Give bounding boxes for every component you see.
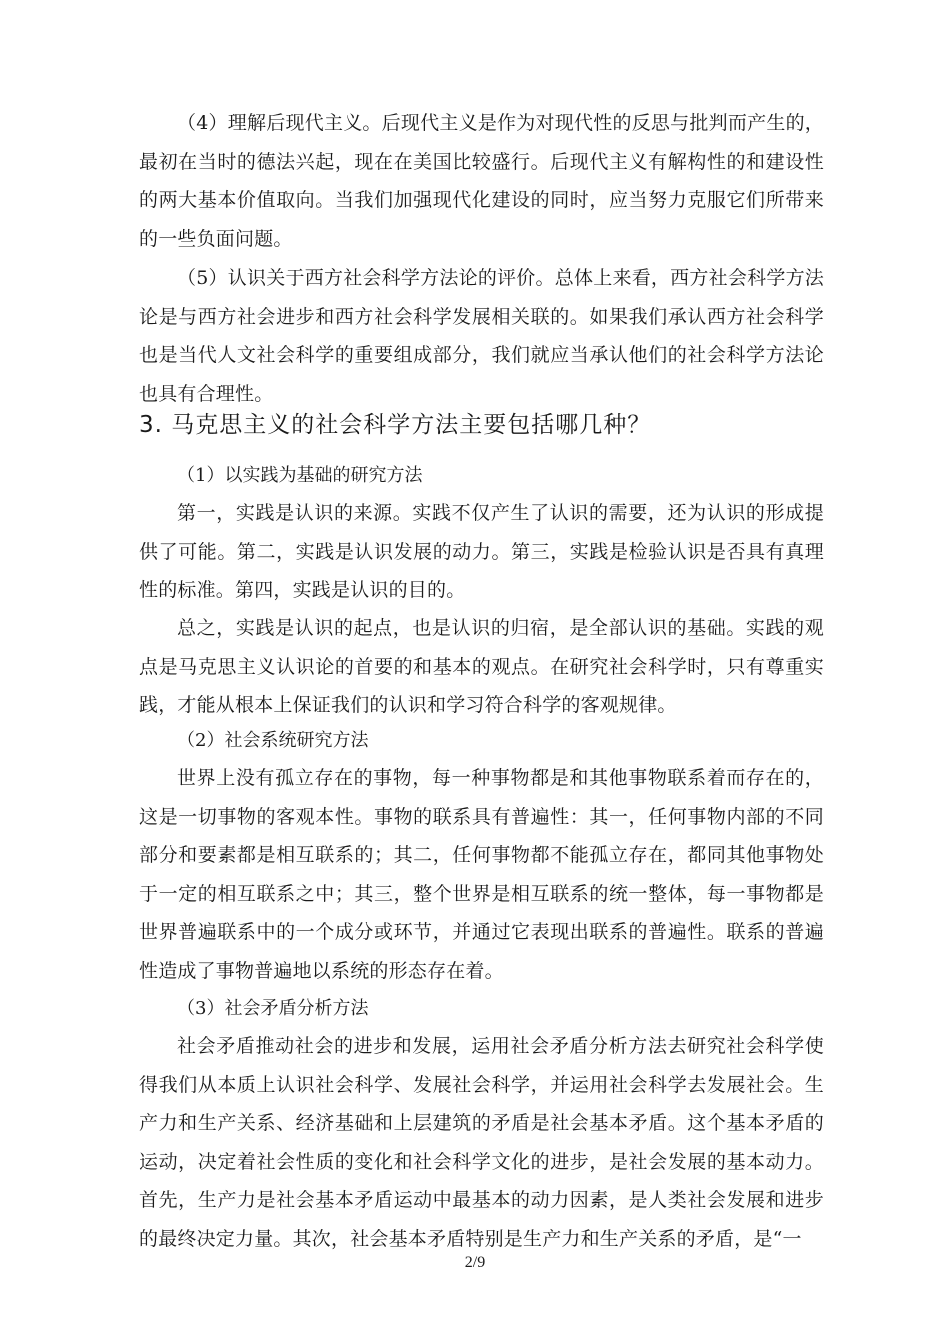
paragraph-practice-summary: 总之，实践是认识的起点，也是认识的归宿，是全部认识的基础。实践的观点是马克思主义认识论的首要的和基本的观点。在研究社会科学时，只有尊重实践，才能从根本上保证我们的认识和学习符合科学的客观规律。 bbox=[139, 617, 824, 717]
paragraph-contradiction-method: 社会矛盾推动社会的进步和发展，运用社会矛盾分析方法去研究社会科学使得我们从本质上认识社会科学、发展社会科学，并运用社会科学去发展社会。生产力和生产关系、经济基础和上层建筑的矛盾是社会基本矛盾。这个基本矛盾的运动，决定着社会性质的变化和社会科学文化的进步，是社会发展的基本动力。首先，生产力是社会基本矛盾运动中最基本的动力因素，是人类社会发展和进步的最终决定力量。其次，社会基本矛盾特别是生产力和生产关系的矛盾，是“一 bbox=[139, 1035, 824, 1250]
paragraph-system-method: 世界上没有孤立存在的事物，每一种事物都是和其他事物联系着而存在的，这是一切事物的客观本性。事物的联系具有普遍性：其一，任何事物内部的不同部分和要素都是相互联系的；其二，任何事物都不能孤立存在，都同其他事物处于一定的相互联系之中；其三，整个世界是相互联系的统一整体，每一事物都是世界普遍联系中的一个成分或环节，并通过它表现出联系的普遍性。联系的普遍性造成了事物普遍地以系统的形态存在着。 bbox=[139, 767, 824, 982]
method-contradiction-title: （3）社会矛盾分析方法 bbox=[177, 998, 369, 1019]
method-practice-title: （1）以实践为基础的研究方法 bbox=[177, 465, 423, 486]
paragraph-western-methodology-evaluation: （5）认识关于西方社会科学方法论的评价。总体上来看，西方社会科学方法论是与西方社会进步和西方社会科学发展相关联的。如果我们承认西方社会科学也是当代人文社会科学的重要组成部分，我们就应当承认他们的社会科学方法论也具有合理性。 bbox=[139, 267, 824, 405]
section-heading: 3. 马克思主义的社会科学方法主要包括哪几种？ bbox=[139, 412, 652, 438]
method-system-title: （2）社会系统研究方法 bbox=[177, 730, 369, 751]
paragraph-understand-postmodernism: （4）理解后现代主义。后现代主义是作为对现代性的反思与批判而产生的，最初在当时的德法兴起，现在在美国比较盛行。后现代主义有解构性的和建设性的两大基本价值取向。当我们加强现代化建设的同时，应当努力克服它们所带来的一些负面问题。 bbox=[139, 112, 824, 250]
page-number: 2/9 bbox=[464, 1254, 486, 1271]
paragraph-practice-source: 第一，实践是认识的来源。实践不仅产生了认识的需要，还为认识的形成提供了可能。第二，实践是认识发展的动力。第三，实践是检验认识是否具有真理性的标准。第四，实践是认识的目的。 bbox=[139, 502, 824, 602]
